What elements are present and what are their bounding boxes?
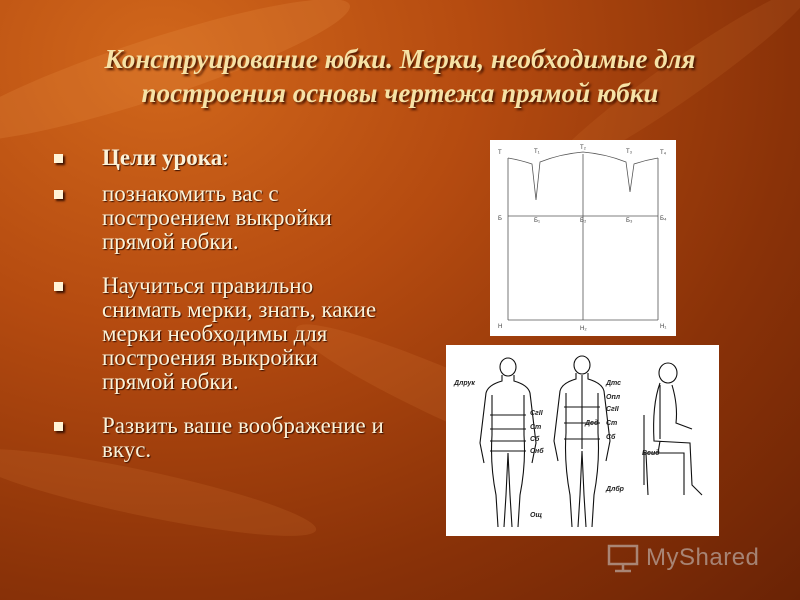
measurement-label: СгII	[606, 406, 619, 413]
goals-heading-item	[48, 146, 388, 170]
goal-item	[48, 182, 388, 254]
skirt-pattern-image	[490, 140, 676, 336]
myshared-watermark	[606, 540, 776, 576]
pattern-label: Т₂	[580, 145, 586, 151]
goal-text: познакомить вас с построением выкройки прямой юбки.	[102, 181, 332, 254]
bullet-icon	[54, 282, 63, 291]
measurement-label: Ощ	[530, 512, 542, 519]
measurement-label: Опл	[606, 394, 621, 401]
measurement-label: Дтс	[606, 380, 622, 387]
watermark-brand: MyShared	[646, 544, 760, 571]
pattern-label: Т₄	[660, 150, 667, 156]
measurement-label: Сб	[606, 434, 616, 441]
goals-list	[48, 146, 388, 482]
pattern-label: Н	[498, 324, 503, 330]
pattern-label: Б₃	[626, 218, 633, 224]
body-measurements-image	[446, 345, 719, 536]
pattern-label: Б₁	[534, 218, 540, 224]
measurement-label: Ст	[530, 424, 542, 431]
measurement-label: Дсд	[585, 420, 599, 427]
slide-title: Конструирование юбки. Мерки, необходимые для построения основы чертежа прямой юбки	[104, 44, 696, 108]
goal-item	[48, 274, 388, 394]
pattern-label: Н₂	[580, 326, 587, 332]
bullet-icon	[54, 190, 63, 199]
skirt-pattern-drawing	[490, 140, 676, 336]
pattern-label: Т₁	[534, 149, 540, 155]
pattern-label: Б	[498, 216, 502, 222]
measurement-label: Ст	[606, 420, 618, 427]
pattern-label: Н₁	[660, 324, 667, 330]
measurement-label: Снб	[530, 448, 544, 455]
measurement-label: Вcид	[642, 450, 660, 457]
presentation-board-icon	[606, 543, 640, 573]
pattern-label: Т	[498, 150, 502, 156]
goals-heading-colon: :	[222, 145, 229, 170]
bullet-icon	[54, 422, 63, 431]
goals-heading: Цели урока	[102, 145, 223, 170]
goal-text: Развить ваше воображение и вкус.	[102, 413, 384, 462]
measurement-label: Длрук	[454, 380, 475, 387]
goal-text: Научиться правильно снимать мерки, знать, какие мерки необходимы для построения выкройки прямой юбки.	[102, 273, 377, 394]
pattern-label: Т₃	[626, 149, 633, 155]
goal-item	[48, 414, 388, 462]
body-measurements-drawing	[446, 345, 719, 536]
pattern-label: Б₄	[660, 216, 667, 222]
measurement-label: Сб	[530, 436, 540, 443]
bullet-icon	[54, 154, 63, 163]
measurement-label: СгII	[530, 410, 543, 417]
measurement-label: Длбр	[606, 486, 624, 493]
pattern-label: Б₂	[580, 218, 587, 224]
